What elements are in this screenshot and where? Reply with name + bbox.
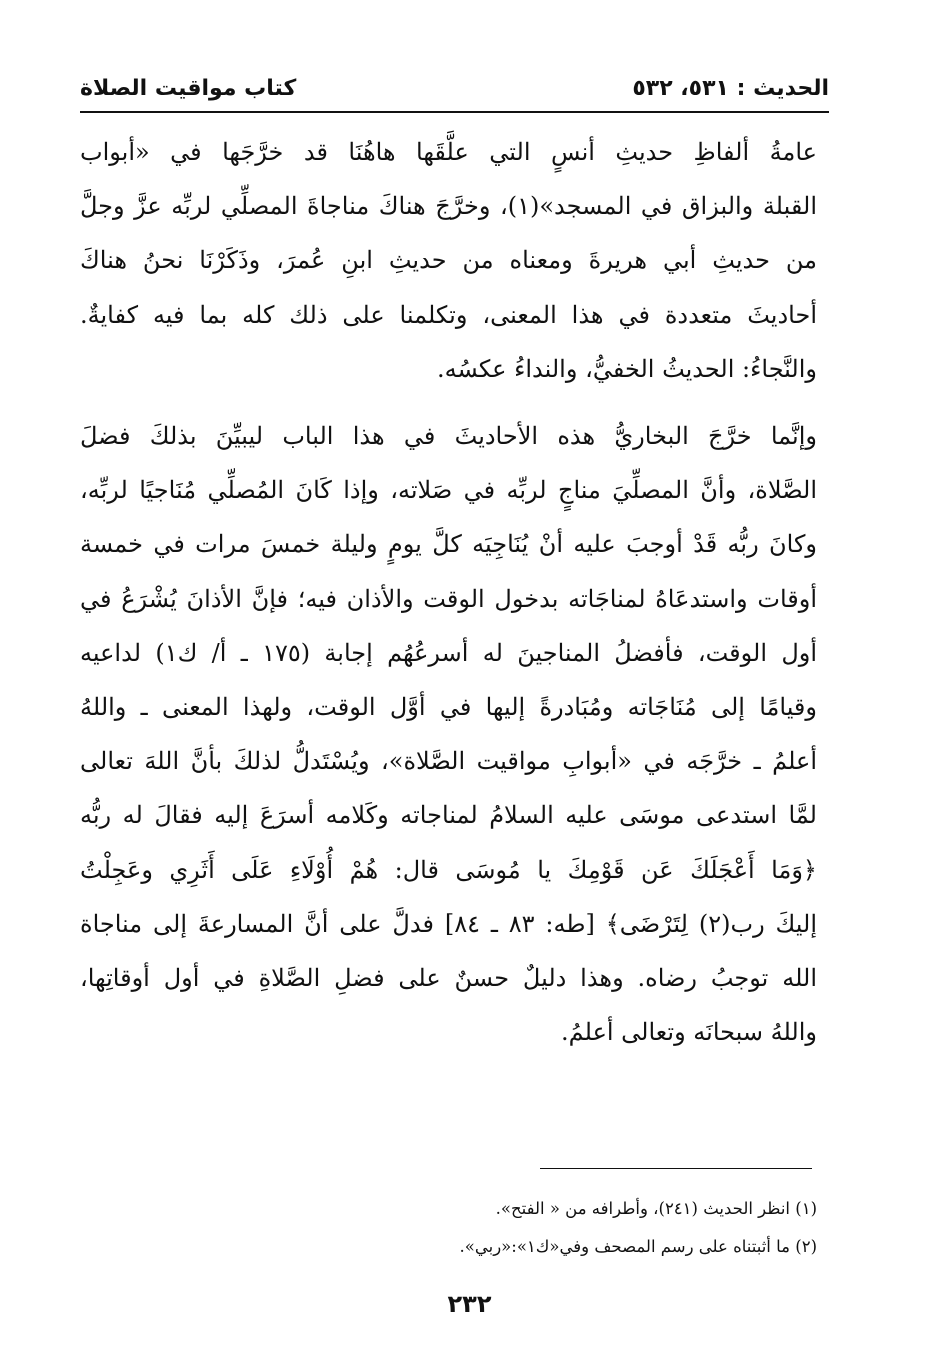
text-line: أوقات واستدعَاهُ لمناجَاته بدخول الوقت والأذان فيه؛ فإنَّ الأذانَ يُشْرَعُ في — [80, 584, 817, 613]
text-line: وإنَّما خرَّجَ البخاريُّ هذه الأحاديثَ في هذا الباب ليبيِّنَ بذلكَ فضلَ — [80, 422, 817, 451]
paragraph-2 — [80, 409, 817, 1059]
text-line: واللهُ سبحانَه وتعالى أعلمُ. — [561, 1018, 817, 1047]
text-line: أعلمُ ـ خرَّجَه في «أبوابِ مواقيت الصَّلاة»، ويُسْتَدلُّ لذلكَ بأنَّ اللهَ تعالى — [80, 747, 817, 776]
footnotes — [80, 1190, 817, 1266]
text-line: لمَّا استدعى موسَى عليه السلامُ لمناجاته وكَلامه أسرَعَ إليه فقالَ له ربُّه — [80, 801, 817, 830]
text-line: عامةُ ألفاظِ حديثِ أنسٍ التي علَّقَها هاهُنَا قد خرَّجَها في «أبواب — [80, 138, 817, 166]
text-line: وقيامًا إلى مُنَاجَاته ومُبَادرةً إليها في أوَّل الوقت، ولهذا المعنى ـ واللهُ — [80, 693, 817, 722]
text-line: وكانَ ربُّه قَدْ أوجبَ عليه أنْ يُنَاجِيَه كلَّ يومٍ وليلة خمسَ مرات في خمسة — [80, 530, 817, 559]
text-line: الصَّلاة، وأنَّ المصلِّيَ مناجٍ لربِّه في صَلاته، وإذا كَانَ المُصلِّي مُنَاجيًا لربِّه، — [80, 476, 817, 505]
text-line: ﴿وَمَا أَعْجَلَكَ عَن قَوْمِكَ يا مُوسَى قال: هُمْ أُوْلَاءِ عَلَى أَثَرِي وعَجِلْتُ — [80, 855, 817, 884]
text-line: والنَّجاءُ: الحديثُ الخفيُّ، والنداءُ عكسُه. — [436, 354, 817, 383]
text-line: القبلة والبزاق في المسجد»(١)، وخرَّجَ هناكَ مناجاةَ المصلِّي لربِّه عزَّ وجلَّ — [80, 192, 817, 221]
paragraph-1 — [80, 125, 817, 396]
main-text — [80, 125, 817, 1059]
footnote-1: (١) انظر الحديث (٢٤١)، وأطرافه من « الفتح». — [495, 1199, 817, 1218]
text-line: أول الوقت، فأفضلُ المناجينَ له أسرعُهُم إجابة (١٧٥ ـ أ/ ك١) لداعيه — [80, 638, 818, 667]
running-header — [80, 70, 829, 110]
footnote-2: (٢) ما أثبتناه على رسم المصحف وفي«ك١»:«ربي». — [459, 1237, 817, 1256]
page-number: ٢٣٢ — [447, 1290, 492, 1318]
hadith-numbers-header: الحديث : ٥٣١، ٥٣٢ — [632, 76, 829, 101]
text-line: أحاديثَ متعددة في هذا المعنى، وتكلمنا على ذلك كله بما فيه كفايةٌ. — [80, 300, 817, 329]
header-divider — [80, 111, 829, 113]
text-line: من حديثِ أبي هريرةَ ومعناه من حديثِ ابنِ عُمرَ، وذَكَرْنَا نحنُ هناكَ — [80, 246, 817, 275]
chapter-title-header: كتاب مواقيت الصلاة — [80, 76, 297, 101]
text-line: الله توجبُ رضاه. وهذا دليلٌ حسنٌ على فضلِ الصَّلاةِ في أول أوقاتِها، — [80, 964, 817, 993]
footnote-divider — [540, 1168, 812, 1169]
text-line: إليكَ رب(٢) لِتَرْضَى﴾ [طه: ٨٣ ـ ٨٤] فدلَّ على أنَّ المسارعةَ إلى مناجاة — [80, 909, 817, 938]
